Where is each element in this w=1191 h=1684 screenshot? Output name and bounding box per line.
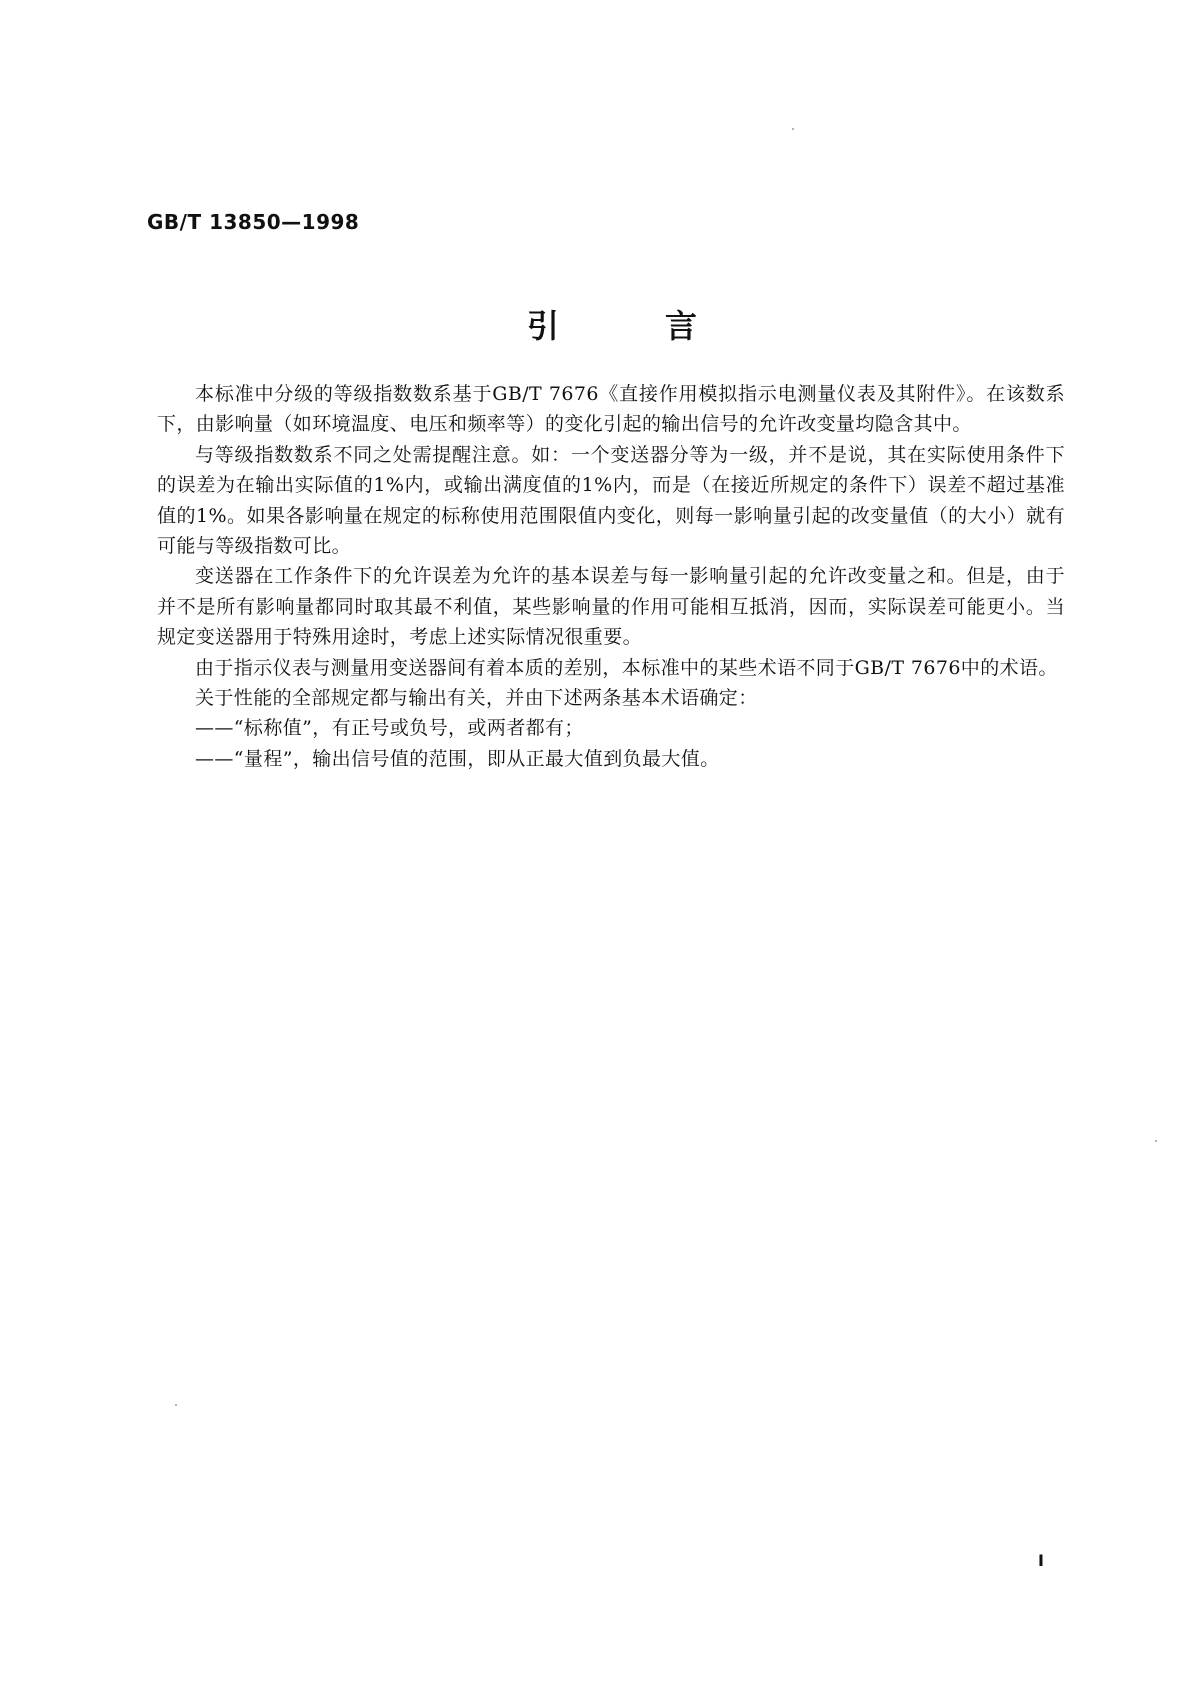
paragraph: 与等级指数数系不同之处需提醒注意。如：一个变送器分等为一级，并不是说，其在实际使用条件下的误差为在输出实际值的1%内，或输出满度值的1%内，而是（在接近所规定的条件下）误差不超过基准值的1%。如果各影响量在规定的标称使用范围限值内变化，则每一影响量引起的改变量值（的大小）就有可能与等级指数可比。	[157, 443, 1065, 558]
section-title-char-1: 引	[527, 307, 560, 345]
paragraph: 由于指示仪表与测量用变送器间有着本质的差别，本标准中的某些术语不同于GB/T 7676中的术语。	[195, 656, 1058, 679]
paragraph: 变送器在工作条件下的允许误差为允许的基本误差与每一影响量引起的允许改变量之和。但是，由于并不是所有影响量都同时取其最不利值，某些影响量的作用可能相互抵消，因而，实际误差可能更小。当规定变送器用于特殊用途时，考虑上述实际情况很重要。	[157, 565, 1065, 649]
list-item: ——“量程”，输出信号值的范围，即从正最大值到负最大值。	[195, 747, 720, 770]
body-text	[157, 379, 1065, 774]
scan-speck	[792, 128, 794, 130]
list-item: ——“标称值”，有正号或负号，或两者都有；	[195, 717, 584, 740]
page-number: I	[1038, 1551, 1044, 1570]
standard-code: GB/T 13850—1998	[147, 210, 360, 234]
scan-speck	[175, 1404, 177, 1406]
section-title-char-2: 言	[664, 307, 697, 345]
paragraph: 本标准中分级的等级指数数系基于GB/T 7676《直接作用模拟指示电测量仪表及其附件》。在该数系下，由影响量（如环境温度、电压和频率等）的变化引起的输出信号的允许改变量均隐含其中。	[157, 383, 1065, 436]
section-title	[527, 306, 697, 346]
paragraph: 关于性能的全部规定都与输出有关，并由下述两条基本术语确定：	[195, 687, 758, 710]
scan-speck	[1155, 1140, 1157, 1142]
